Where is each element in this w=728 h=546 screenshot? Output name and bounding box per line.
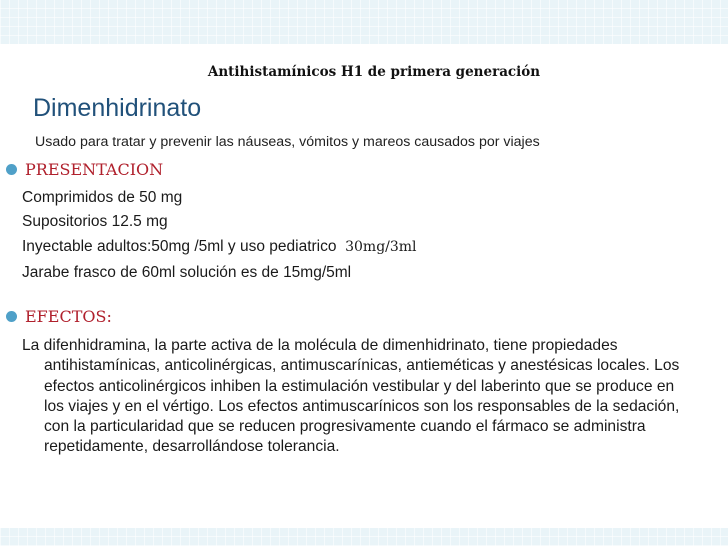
bullet-icon <box>6 164 17 175</box>
efectos-heading-label: EFECTOS: <box>25 307 112 326</box>
pediatric-dose: 30mg/3ml <box>345 239 417 255</box>
slide-title: Dimenhidrinato <box>33 94 202 122</box>
efectos-paragraph: La difenhidramina, la parte activa de la molécula de dimenhidrinato, tiene propiedades antihistamínicas, anticolinérgicas, antimuscarínicas, antieméticas y anestésicas locales. Los efectos anticolinérgicos inhiben la estimulación vestibular y del laberinto que se produce en los viajes y en el vértigo. Los efectos antimuscarínicos son los responsables de la sedación, con la particularidad que se reducen progresivamente cuando el fármaco se administra repetidamente, desarrollándose tolerancia. <box>22 337 680 456</box>
usage-description: Usado para tratar y prevenir las náuseas, vómitos y mareos causados por viajes <box>35 134 540 150</box>
header-band <box>0 0 728 44</box>
bullet-icon <box>6 311 17 322</box>
presentacion-line: Jarabe frasco de 60ml solución es de 15mg/5ml <box>22 264 352 281</box>
presentacion-line-text: Inyectable adultos:50mg /5ml y uso pediatrico <box>22 238 337 255</box>
footer-band <box>0 528 728 546</box>
presentacion-line: Comprimidos de 50 mg <box>22 189 183 206</box>
presentacion-heading-label: PRESENTACION <box>25 160 164 179</box>
presentacion-line <box>22 238 417 256</box>
presentacion-heading <box>6 160 163 179</box>
slide-subtitle: Antihistamínicos H1 de primera generación <box>207 64 541 80</box>
efectos-heading <box>6 307 112 326</box>
presentacion-line: Supositorios 12.5 mg <box>22 213 168 230</box>
